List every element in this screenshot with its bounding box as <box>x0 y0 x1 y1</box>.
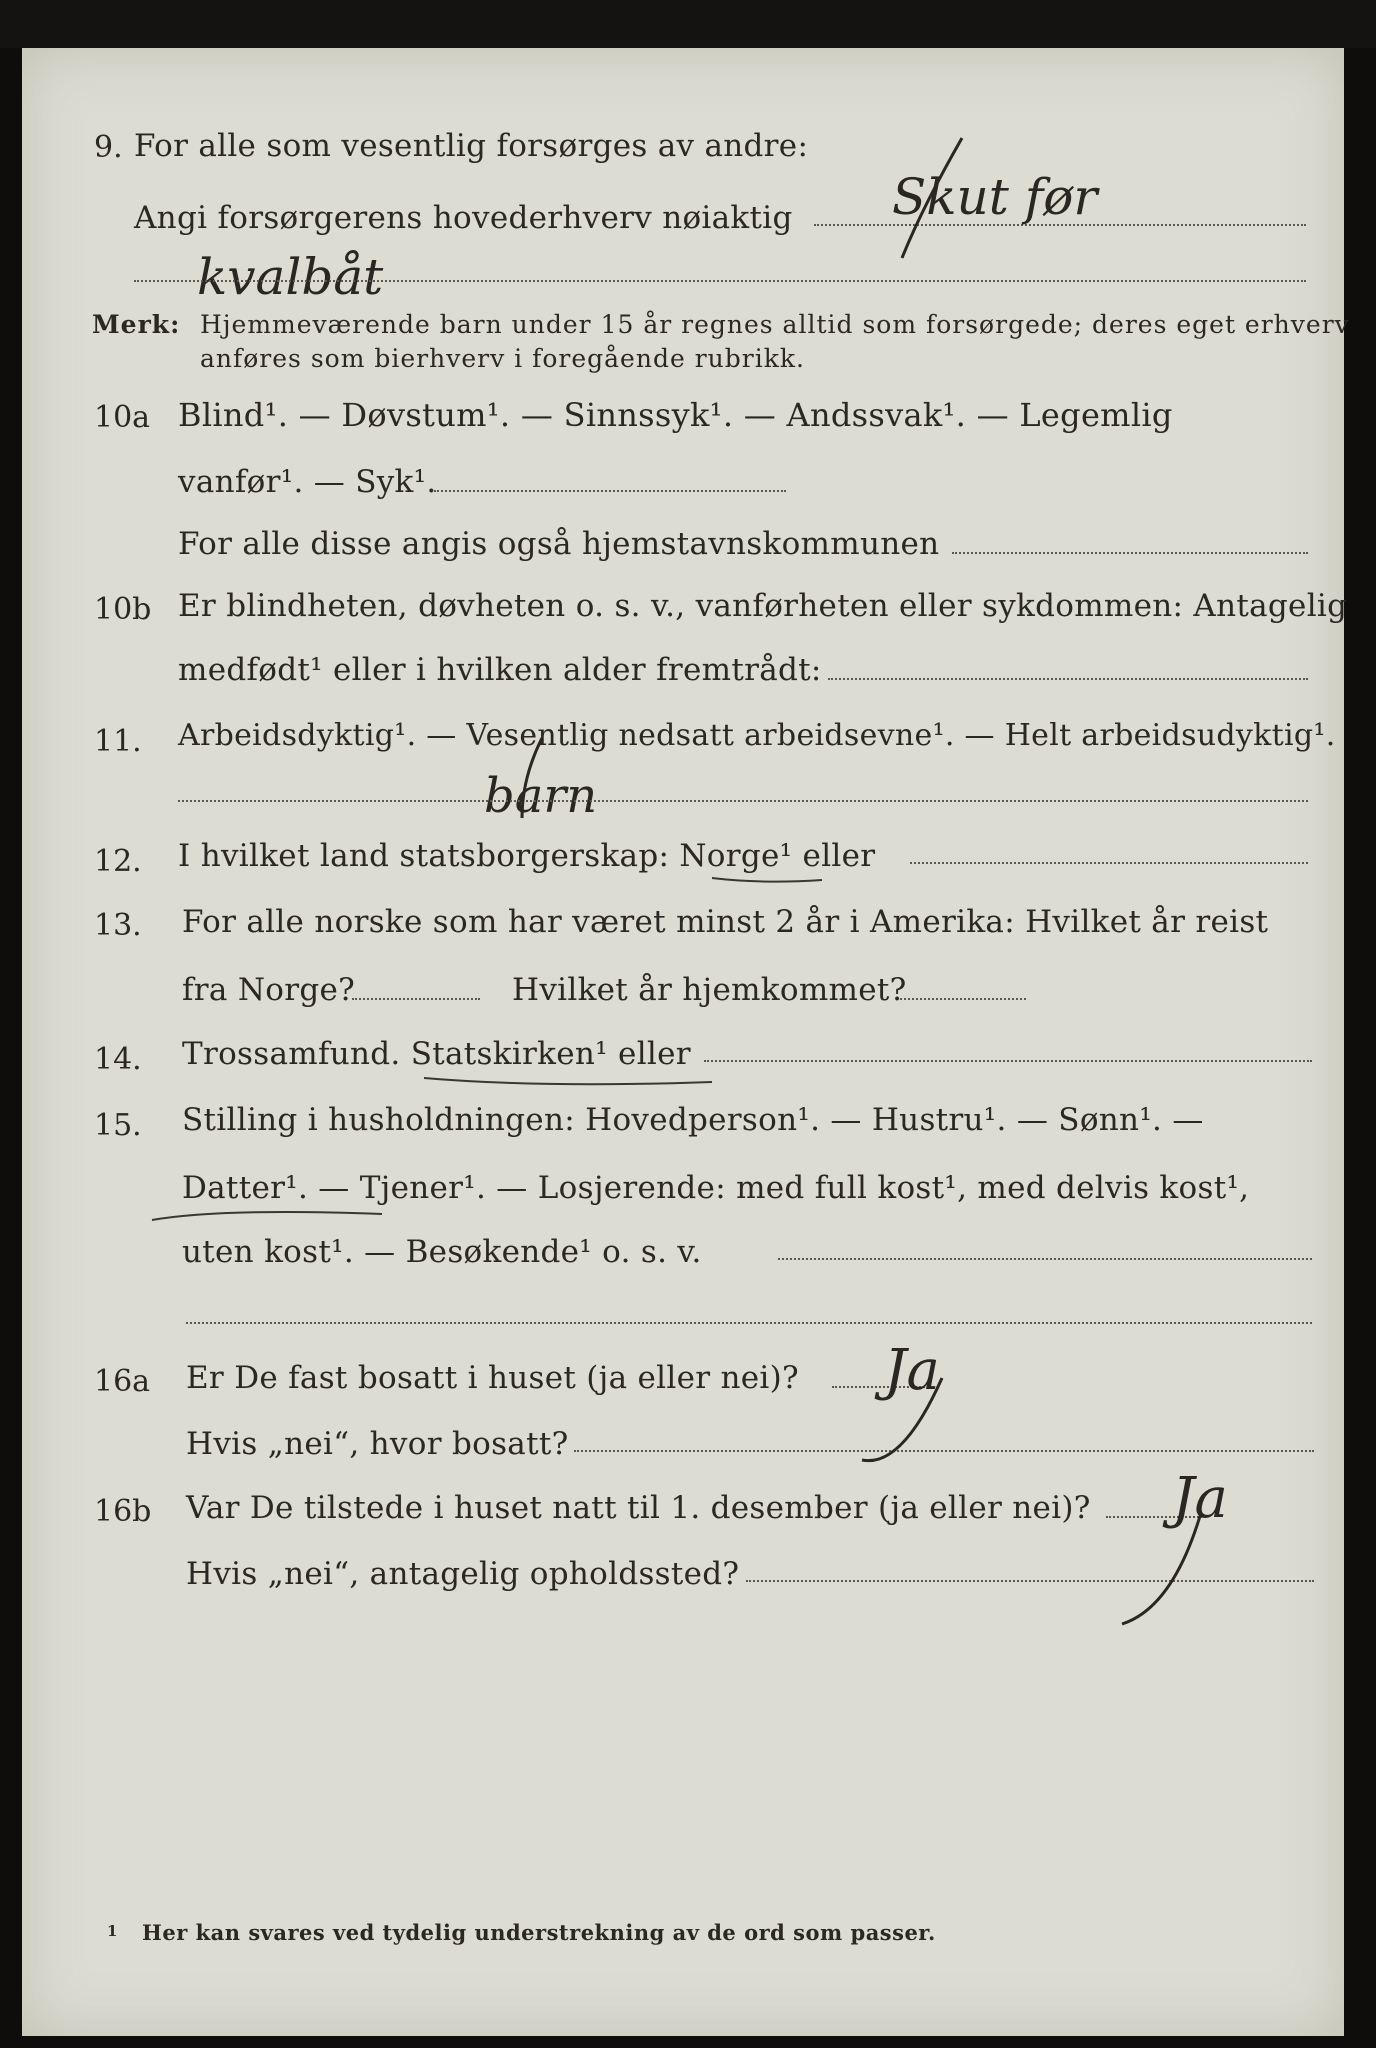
question-16b-number: 16b <box>94 1494 152 1529</box>
question-13-line2b: Hvilket år hjemkommet? <box>512 972 907 1008</box>
question-11-number: 11. <box>94 724 142 759</box>
question-10a-line2: vanfør¹. — Syk¹. <box>178 464 437 500</box>
handwritten-answer-q9-part2: kvalbåt <box>197 248 384 306</box>
question-15-number: 15. <box>94 1108 142 1143</box>
question-10b-number: 10b <box>94 592 152 627</box>
question-16b-line2: Hvis „nei“, antagelig opholdssted? <box>186 1556 740 1592</box>
footnote-text: Her kan svares ved tydelig understrekning av de ord som passer. <box>142 1920 936 1945</box>
question-13-number: 13. <box>94 908 142 943</box>
census-form-page <box>22 48 1350 2036</box>
question-15-line3: uten kost¹. — Besøkende¹ o. s. v. <box>182 1234 702 1270</box>
question-10b-line2: medfødt¹ eller i hvilken alder fremtrådt: <box>178 652 822 688</box>
question-14-number: 14. <box>94 1042 142 1077</box>
question-12-number: 12. <box>94 844 142 879</box>
question-10a-line1: Blind¹. — Døvstum¹. — Sinnssyk¹. — Andssvak¹. — Legemlig <box>178 396 1173 434</box>
handwritten-answer-q16b: Ja <box>1172 1466 1228 1531</box>
footnote <box>107 1920 936 1945</box>
question-10a-line3: For alle disse angis også hjemstavnskommunen <box>178 526 940 562</box>
handwritten-answer-q11: barn <box>484 768 598 824</box>
note-line2: anføres som bierhverv i foregående rubrikk. <box>200 344 805 373</box>
note-line1: Hjemmeværende barn under 15 år regnes alltid som forsørgede; deres eget erhverv <box>200 310 1350 339</box>
question-14-line1: Trossamfund. Statskirken¹ eller <box>182 1036 691 1072</box>
question-16a-line1: Er De fast bosatt i huset (ja eller nei)? <box>186 1360 799 1396</box>
question-13-line2a: fra Norge? <box>182 972 356 1008</box>
question-9-number: 9. <box>94 130 123 165</box>
note-label: Merk: <box>92 310 181 339</box>
pen-strokes <box>22 48 1344 2036</box>
question-10b-line1: Er blindheten, døvheten o. s. v., vanførheten eller sykdommen: Antagelig <box>178 588 1348 624</box>
question-15-line2: Datter¹. — Tjener¹. — Losjerende: med full kost¹, med delvis kost¹, <box>182 1170 1250 1206</box>
handwritten-answer-q9-part1: Skut før <box>892 168 1098 226</box>
question-12-line1: I hvilket land statsborgerskap: Norge¹ eller <box>178 838 876 874</box>
question-16b-line1: Var De tilstede i huset natt til 1. desember (ja eller nei)? <box>186 1490 1091 1526</box>
handwritten-answer-q16a: Ja <box>884 1338 940 1403</box>
question-13-line1: For alle norske som har været minst 2 år i Amerika: Hvilket år reist <box>182 904 1269 940</box>
question-16a-line2: Hvis „nei“, hvor bosatt? <box>186 1426 569 1462</box>
scan-border <box>0 0 1376 48</box>
question-9-line1: For alle som vesentlig forsørges av andre: <box>134 128 809 164</box>
question-11-line1: Arbeidsdyktig¹. — Vesentlig nedsatt arbeidsevne¹. — Helt arbeidsudyktig¹. <box>178 718 1336 753</box>
footnote-marker: 1 <box>107 1922 118 1940</box>
question-9-line2: Angi forsørgerens hovederhverv nøiaktig <box>134 200 793 236</box>
question-10a-number: 10a <box>94 400 151 435</box>
question-15-line1: Stilling i husholdningen: Hovedperson¹. — Hustru¹. — Sønn¹. — <box>182 1102 1204 1138</box>
question-16a-number: 16a <box>94 1364 151 1399</box>
